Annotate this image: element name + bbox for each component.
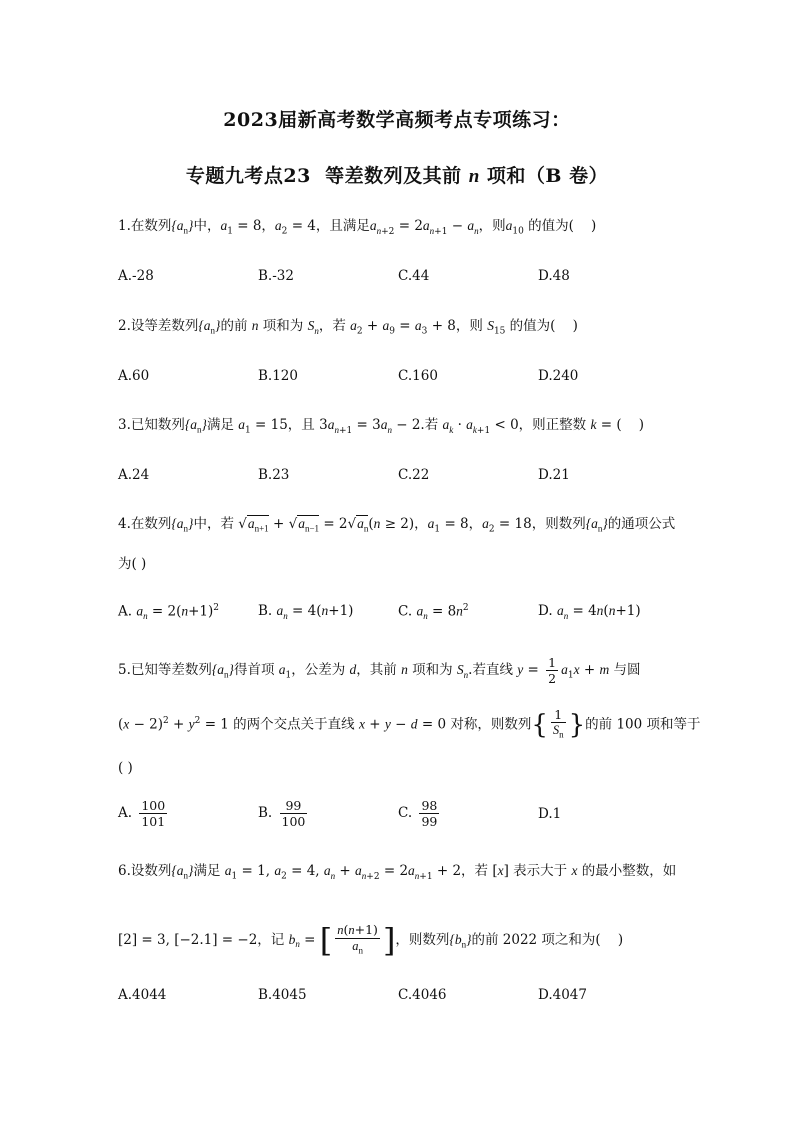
question-1-stem: 1.在数列$\{a_n\}$中，$a_1 = 8$，$a_2 = 4$，且满足$a_{n+2} = 2a_{n+1} - a_n$，则$a_{10}$ 的值为( ) xyxy=(118,218,597,237)
option-c[interactable]: C.44 xyxy=(398,268,430,284)
option-d[interactable]: D.4047 xyxy=(538,987,587,1003)
option-c[interactable]: C.160 xyxy=(398,368,438,384)
option-b[interactable]: B.4045 xyxy=(258,987,307,1003)
option-a[interactable]: A. $\frac{100}{101}$ xyxy=(118,798,166,829)
option-a[interactable]: A.60 xyxy=(118,368,150,384)
option-b[interactable]: B.-32 xyxy=(258,268,294,284)
document-subtitle: 专题九考点23 等差数列及其前 n 项和（B 卷） xyxy=(185,165,609,187)
option-b[interactable]: B. $a_n = 4(n+1)$ xyxy=(258,603,354,621)
question-6-stem: 6.设数列$\{a_n\}$满足 $a_1 = 1$, $a_2 = 4$, $a_n + a_{n+2} = 2a_{n+1} + 2$，若 [x] 表示大于 x 的最小整数，如 xyxy=(118,863,677,882)
question-5-line2: $(x - 2)^2 + y^2 = 1$ 的两个交点关于直线 x + y − d = 0 对称，则数列{ $\frac{1}{S_n}$ }的前 100 项和等于 xyxy=(118,707,701,740)
option-c[interactable]: C. $\frac{98}{99}$ xyxy=(398,798,438,829)
option-d[interactable]: D.21 xyxy=(538,467,570,483)
question-2-stem: 2.设等差数列$\{a_n\}$的前 n 项和为 $S_n$，若 $a_2 + a_9 = a_3 + 8$，则 $S_{15}$ 的值为( ) xyxy=(118,318,578,337)
question-5-stem: 5.已知等差数列$\{a_n\}$得首项 $a_1$，公差为 d，其前 n 项和为 $S_n$.若直线 y = $\frac{1}{2}$ $a_1x + m$ 与圆 xyxy=(118,655,641,686)
option-d[interactable]: D.48 xyxy=(538,268,570,284)
option-d[interactable]: D.1 xyxy=(538,806,562,822)
option-c[interactable]: C.4046 xyxy=(398,987,447,1003)
option-c[interactable]: C. $a_n = 8n^2$ xyxy=(398,603,469,622)
question-4-continuation: 为( ) xyxy=(118,556,147,572)
option-a[interactable]: A.24 xyxy=(118,467,150,483)
option-b[interactable]: B.120 xyxy=(258,368,298,384)
question-4-stem: 4.在数列$\{a_n\}$中，若 $√a_{n+1} + √a_{n-1} = 2√a_n(n \ge 2)$，$a_1 = 8$，$a_2 = 18$，则数列$\{a_n\}$的通项公式 xyxy=(118,516,676,535)
question-3-stem: 3.已知数列$\{a_n\}$满足 $a_1 = 15$，且 $3a_{n+1} = 3a_n - 2$.若 $a_k \cdot a_{k+1} < 0$，则正整数 k = ( ) xyxy=(118,417,645,436)
document-title: 2023届新高考数学高频考点专项练习： xyxy=(223,109,571,131)
option-b[interactable]: B.23 xyxy=(258,467,290,483)
question-6-line2: [2] = 3, [−2.1] = −2，记 $b_n$ = [ $\frac{n(n+1)}{a_n}$ ]，则数列$\{b_n\}$的前 2022 项之和为( ) xyxy=(118,921,624,960)
option-a[interactable]: A.-28 xyxy=(118,268,154,284)
option-d[interactable]: D.240 xyxy=(538,368,579,384)
option-a[interactable]: A. $a_n = 2(n+1)^2$ xyxy=(118,603,219,622)
option-d[interactable]: D. $a_n = 4n(n+1)$ xyxy=(538,603,641,621)
option-c[interactable]: C.22 xyxy=(398,467,430,483)
option-a[interactable]: A.4044 xyxy=(118,987,167,1003)
question-5-continuation: ( ) xyxy=(118,760,133,776)
option-b[interactable]: B. $\frac{99}{100}$ xyxy=(258,798,306,829)
